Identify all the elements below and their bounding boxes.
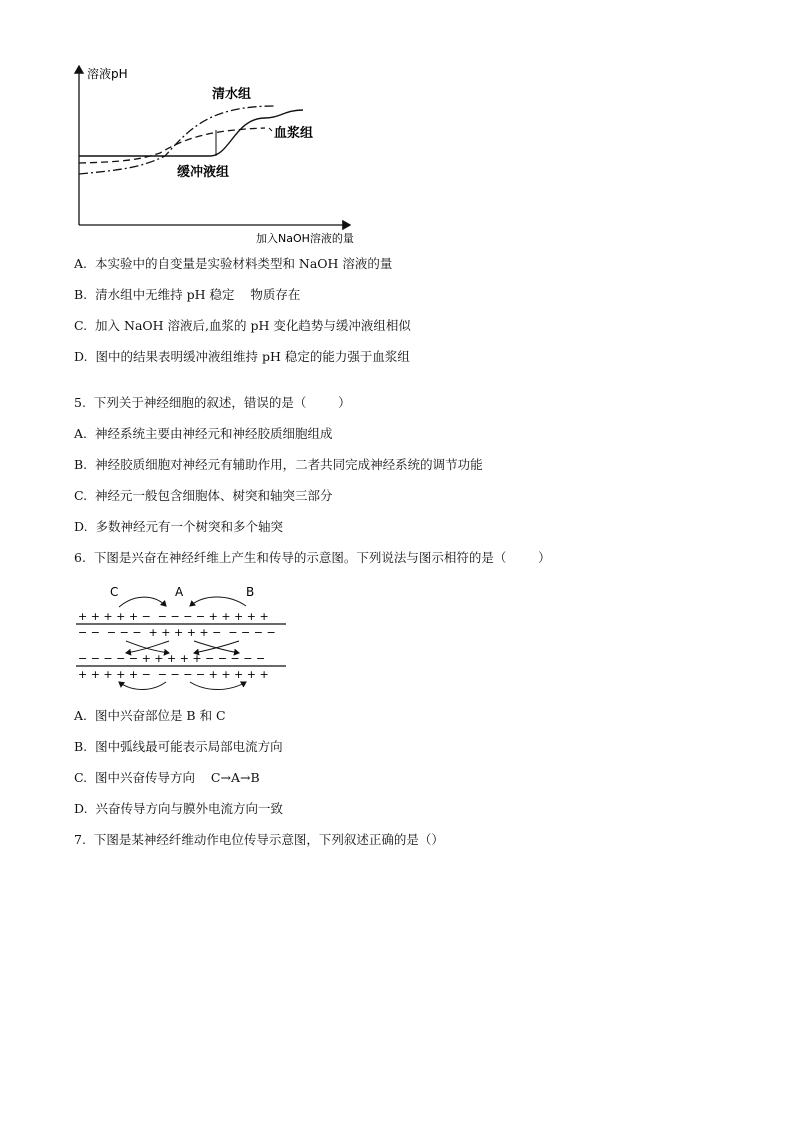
lower-arc-right [190, 682, 246, 690]
q5-stem: 5. 下列关于神经细胞的叙述，错误的是（ ） [74, 395, 351, 410]
buffer-curve [79, 110, 303, 156]
x-axis-label: 加入NaOH溶液的量 [256, 232, 354, 245]
upper-arc-left [119, 597, 166, 607]
buffer-group-label: 缓冲液组 [177, 165, 230, 180]
charge-row-3: − − − − − + + + + + − − − − − [78, 652, 266, 665]
q5-option-d: D. 多数神经元有一个树突和多个轴突 [74, 519, 283, 534]
plasma-group-label: 血浆组 [274, 126, 314, 141]
q6-option-b: B. 图中弧线最可能表示局部电流方向 [74, 739, 283, 754]
q6-stem: 6. 下图是兴奋在神经纤维上产生和传导的示意图。下列说法与图示相符的是（ ） [74, 550, 551, 565]
q6-option-a: A. 图中兴奋部位是 B 和 C [74, 708, 226, 723]
charge-row-4: + + + + + − − − − − + + + + + [78, 668, 269, 681]
label-b: B [246, 585, 255, 599]
water-group-label: 清水组 [212, 87, 252, 102]
q4-option-d: D. 图中的结果表明缓冲液组维持 pH 稳定的能力强于血浆组 [74, 349, 410, 364]
lower-arc-left [119, 682, 166, 690]
label-c: C [110, 585, 119, 599]
y-axis-label: 溶液pH [87, 67, 128, 81]
nerve-fiber-figure [74, 580, 294, 692]
upper-arc-right [190, 597, 246, 606]
q5-option-a: A. 神经系统主要由神经元和神经胶质细胞组成 [74, 426, 333, 441]
q4-option-a: A. 本实验中的自变量是实验材料类型和 NaOH 溶液的量 [74, 256, 393, 271]
q6-option-d: D. 兴奋传导方向与膜外电流方向一致 [74, 801, 283, 816]
charge-row-1: + + + + + − − − − − + + + + + [78, 610, 269, 623]
q4-option-c: C. 加入 NaOH 溶液后,血浆的 pH 变化趋势与缓冲液组相似 [74, 318, 411, 333]
q6-option-c: C. 图中兴奋传导方向 C→A→B [74, 770, 260, 785]
q7-stem: 7. 下图是某神经纤维动作电位传导示意图，下列叙述正确的是（） [74, 832, 444, 847]
water-curve [79, 106, 275, 174]
label-a: A [175, 585, 184, 599]
q4-option-b: B. 清水组中无维持 pH 稳定 物质存在 [74, 287, 301, 302]
q5-option-c: C. 神经元一般包含细胞体、树突和轴突三部分 [74, 488, 333, 503]
ph-chart [60, 58, 380, 248]
plasma-label-pointer [269, 128, 272, 131]
charge-row-2: − − − − − + + + + + − − − − − [78, 626, 276, 639]
q5-option-b: B. 神经胶质细胞对神经元有辅助作用，二者共同完成神经系统的调节功能 [74, 457, 483, 472]
